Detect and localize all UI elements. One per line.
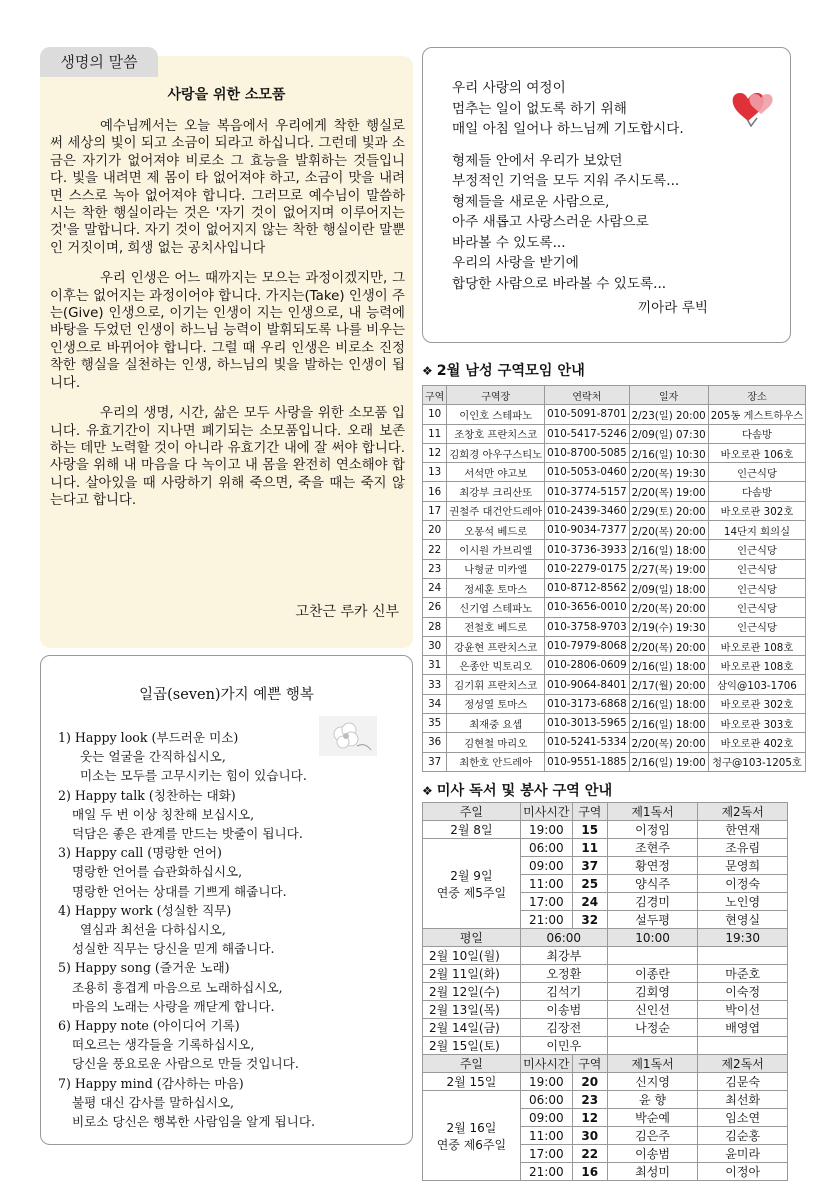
table-row [423, 463, 806, 482]
mass-zone: 37 [572, 857, 607, 875]
seven-item-head: 4) Happy work (성실한 직무) [58, 902, 232, 918]
mass-reader-1: 이정임 [607, 821, 698, 839]
table-row [423, 443, 806, 462]
table-cell: 28 [423, 617, 447, 636]
column-header: 평일 [423, 929, 521, 947]
table-cell: 2/16(일) 10:30 [629, 443, 708, 462]
table-row [423, 965, 788, 983]
diamond-bullet-icon: ❖ [422, 784, 433, 798]
column-header: 제2독서 [698, 1055, 788, 1073]
table-cell: 2/17(월) 20:00 [629, 675, 708, 694]
diamond-bullet-icon: ❖ [422, 364, 433, 378]
table-cell: 다솜방 [708, 424, 806, 443]
table-cell: 강윤현 프란치스코 [447, 636, 545, 655]
column-header: 구역 [572, 803, 607, 821]
table-cell: 은종안 빅토리오 [447, 656, 545, 675]
group-heading: ❖ 2월 남성 구역모임 안내 [422, 363, 585, 379]
table-cell: 2/20(목) 19:00 [629, 482, 708, 501]
seven-item-head: 5) Happy song (즐거운 노래) [58, 960, 230, 976]
seven-item-head: 1) Happy look (부드러운 미소) [58, 730, 239, 745]
weekday-reader: 이민우 [520, 1037, 607, 1055]
table-row [423, 675, 806, 694]
table-cell: 20 [423, 521, 447, 540]
table-cell: 인근식당 [708, 578, 806, 597]
table-cell: 바오로관 108호 [708, 636, 806, 655]
table-row [423, 694, 806, 713]
mass-zone: 11 [572, 839, 607, 857]
table-cell: 이시원 가브리엘 [447, 540, 545, 559]
mass-sunday-header [423, 803, 788, 821]
table-cell: 010-9034-7377 [545, 521, 630, 540]
group-table-body [423, 405, 806, 772]
mass-zone: 16 [572, 1163, 607, 1181]
table-cell: 37 [423, 752, 447, 771]
table-cell: 26 [423, 598, 447, 617]
mass-time: 17:00 [520, 893, 572, 911]
column-header: 장소 [708, 386, 806, 405]
table-cell: 2/20(목) 20:00 [629, 636, 708, 655]
table-row [423, 947, 788, 965]
mass-time: 06:00 [520, 1091, 572, 1109]
table-cell: 삼익@103-1706 [708, 675, 806, 694]
table-cell: 35 [423, 714, 447, 733]
mass-reader-1: 신지영 [607, 1073, 698, 1091]
mass-date-cell: 2월 9일 연중 제5주일 [423, 839, 521, 929]
table-cell: 31 [423, 656, 447, 675]
table-row [423, 821, 788, 839]
column-header: 연락처 [545, 386, 630, 405]
mass-weekday-header [423, 929, 788, 947]
poem-line: 매일 아침 일어나 하느님께 기도합시다. [452, 121, 684, 137]
mass-zone: 15 [572, 821, 607, 839]
mass-date-cell: 2월 16일 연중 제6주일 [423, 1091, 521, 1181]
weekday-reader: 나정순 [607, 1019, 698, 1037]
mass-reader-1: 설두평 [607, 911, 698, 929]
poem-line: 우리 사랑의 여정이 [452, 80, 566, 96]
mass-reader-2: 임소연 [698, 1109, 788, 1127]
table-row [423, 540, 806, 559]
mass-reader-2: 조유림 [698, 839, 788, 857]
column-header: 주일 [423, 1055, 521, 1073]
poem-line: 멈추는 일이 없도록 하기 위해 [452, 100, 627, 117]
mass-zone: 20 [572, 1073, 607, 1091]
table-row [423, 521, 806, 540]
weekday-reader: 마준호 [698, 965, 788, 983]
table-cell: 010-3173-6868 [545, 694, 630, 713]
column-header: 제1독서 [607, 1055, 698, 1073]
mass-sunday-header [423, 1055, 788, 1073]
weekday-date: 2월 12일(수) [423, 983, 521, 1001]
column-header: 제1독서 [607, 803, 698, 821]
mass-time: 11:00 [520, 1127, 572, 1145]
mass-time: 09:00 [520, 1109, 572, 1127]
sermon-paragraph: 예수님께서는 오늘 복음에서 우리에게 착한 행실로써 세상의 빛이 되고 소금이 되라고 하십니다. 그런데 빛과 소금은 자기가 없어져야 비로소 그 효능을 발휘하는 것들입니다. 빛을 내려면 제 몸이 타 없어져야 하고, 소금이 맛을 내려면 스스로 녹아 없어져야 합니다. 그러므로 예수님이 말씀하시는 착한 행실이라는 것은 '자기 것이 없어지며 이루어지는 것'을 말합니다. 자기 것이 없어지지 않는 착한 행실이란 말뿐인 거짓이며, 희생 없는 공치사입니다 [50, 119, 405, 256]
table-cell: 23 [423, 559, 447, 578]
table-cell: 전철호 베드로 [447, 617, 545, 636]
table-cell: 12 [423, 443, 447, 462]
table-cell: 인근식당 [708, 617, 806, 636]
sermon-title: 사랑을 위한 소모품 [167, 87, 286, 103]
poem-line: 바라볼 수 있도록... [452, 234, 566, 251]
weekday-date: 2월 10일(월) [423, 947, 521, 965]
table-row [423, 482, 806, 501]
table-cell: 2/16(일) 18:00 [629, 714, 708, 733]
seven-item-line: 마음의 노래는 사랑을 깨닫게 합니다. [72, 998, 275, 1014]
table-cell: 010-3013-5965 [545, 714, 630, 733]
weekday-reader [698, 1037, 788, 1055]
table-cell: 11 [423, 424, 447, 443]
weekday-reader [607, 947, 698, 965]
table-cell: 010-2806-0609 [545, 656, 630, 675]
weekday-reader [698, 947, 788, 965]
sermon-body [50, 118, 405, 523]
weekday-reader: 이숙정 [698, 983, 788, 1001]
table-cell: 2/20(목) 20:00 [629, 733, 708, 752]
table-cell: 010-7979-8068 [545, 636, 630, 655]
poem-line: 형제들을 새로운 사람으로, [452, 193, 610, 210]
table-cell: 2/09(일) 07:30 [629, 424, 708, 443]
seven-item-line: 당신을 풍요로운 사람으로 만들 것입니다. [72, 1056, 299, 1072]
poem-line: 부정적인 기억을 모두 지워 주시도록... [452, 173, 680, 189]
table-row [423, 1001, 788, 1019]
table-cell: 010-5053-0460 [545, 463, 630, 482]
table-cell: 2/19(수) 19:30 [629, 617, 708, 636]
mass-reader-1: 양식주 [607, 875, 698, 893]
table-cell: 2/16(일) 18:00 [629, 540, 708, 559]
poem-line: 아주 새롭고 사랑스러운 사람으로 [452, 214, 649, 230]
poem-line: 우리의 사랑을 받기에 [452, 255, 579, 271]
weekday-reader [607, 1037, 698, 1055]
seven-item-line: 명랑한 언어를 습관화하십시오, [72, 864, 243, 880]
table-cell: 010-8700-5085 [545, 443, 630, 462]
mass-time: 21:00 [520, 1163, 572, 1181]
mass-zone: 32 [572, 911, 607, 929]
mass-zone: 23 [572, 1091, 607, 1109]
table-cell: 바오로관 303호 [708, 714, 806, 733]
seven-item-line: 웃는 얼굴을 간직하십시오, [80, 749, 226, 765]
mass-reader-2: 김순홍 [698, 1127, 788, 1145]
mass-zone: 24 [572, 893, 607, 911]
mass-reader-2: 문영희 [698, 857, 788, 875]
seven-item-head: 3) Happy call (명랑한 언어) [58, 845, 222, 861]
sermon-paragraph: 우리의 생명, 시간, 삶은 모두 사랑을 위한 소모품 입니다. 유효기간이 지나면 폐기되는 소모품입니다. 오래 보존하는 데만 노력할 것이 아니라 유효기간 내에 잘 써야 합니다. 사랑을 위해 내 마음을 다 녹이고 내 몸을 완전히 연소해야 합니다. 살아있을 때 사랑하기 위해 죽으면, 죽을 때는 죽지 않는다고 합니다. [50, 406, 405, 509]
sermon-signature: 고찬근 루카 신부 [295, 604, 399, 620]
table-cell: 신기엽 스테파노 [447, 598, 545, 617]
seven-item-head: 7) Happy mind (감사하는 마음) [58, 1075, 244, 1091]
table-cell: 010-3736-3933 [545, 540, 630, 559]
mass-reader-1: 김경미 [607, 893, 698, 911]
seven-item-line: 비로소 당신은 행복한 사람임을 알게 됩니다. [72, 1114, 315, 1130]
mass-zone: 22 [572, 1145, 607, 1163]
table-row [423, 501, 806, 520]
table-cell: 이인호 스테파노 [447, 405, 545, 424]
mass-reader-2: 노인영 [698, 893, 788, 911]
table-cell: 2/27(목) 19:00 [629, 559, 708, 578]
table-cell: 조창호 프란치스코 [447, 424, 545, 443]
weekday-date: 2월 13일(목) [423, 1001, 521, 1019]
group-table-header [423, 386, 806, 405]
table-cell: 서석만 야고보 [447, 463, 545, 482]
mass-time: 21:00 [520, 911, 572, 929]
sermon-paragraph: 우리 인생은 어느 때까지는 모으는 과정이겠지만, 그 이후는 없어지는 과정이어야 합니다. 가지는(Take) 인생이 주는(Give) 인생으로, 이기는 인생이 지는 인생으로, 내 능력에 바탕을 두었던 인생이 하느님 능력이 발휘되도록 나를 비우는 인생으로 바뀌어야 합니다. 그럴 때 우리 인생은 비로소 진정 착한 행실을 실천하는 인생, 하느님의 빛을 발하는 인생이 됩니다. [50, 271, 405, 391]
weekday-reader: 이송범 [520, 1001, 607, 1019]
weekday-reader: 오정환 [520, 965, 607, 983]
mass-reader-2: 윤미라 [698, 1145, 788, 1163]
seven-item-line: 열심과 최선을 다하십시오, [80, 922, 226, 938]
table-row [423, 656, 806, 675]
table-cell: 바오로관 302호 [708, 501, 806, 520]
column-header: 19:30 [698, 929, 788, 947]
mass-time: 09:00 [520, 857, 572, 875]
table-cell: 010-2439-3460 [545, 501, 630, 520]
table-cell: 2/29(토) 20:00 [629, 501, 708, 520]
mass-reader-1: 박순예 [607, 1109, 698, 1127]
mass-time: 06:00 [520, 839, 572, 857]
table-row [423, 636, 806, 655]
seven-item-line: 명랑한 언어는 상대를 기쁘게 해줍니다. [72, 883, 287, 899]
poem-text [452, 78, 752, 294]
table-cell: 최강부 크리산또 [447, 482, 545, 501]
table-cell: 010-5091-8701 [545, 405, 630, 424]
table-cell: 010-5241-5334 [545, 733, 630, 752]
table-row [423, 424, 806, 443]
mass-time: 19:00 [520, 1073, 572, 1091]
seven-item-head: 6) Happy note (아이디어 기록) [58, 1018, 240, 1034]
table-cell: 22 [423, 540, 447, 559]
column-header: 미사시간 [520, 803, 572, 821]
weekday-reader: 김석기 [520, 983, 607, 1001]
weekday-reader: 김장전 [520, 1019, 607, 1037]
table-cell: 나형균 미카엘 [447, 559, 545, 578]
mass-date: 2월 15일 [423, 1073, 521, 1091]
table-row [423, 983, 788, 1001]
table-cell: 2/16(일) 19:00 [629, 752, 708, 771]
table-row [423, 1019, 788, 1037]
poem-author: 끼아라 루빅 [638, 300, 708, 316]
table-cell: 다솜방 [708, 482, 806, 501]
table-cell: 2/09(일) 18:00 [629, 578, 708, 597]
mass-date: 2월 8일 [423, 821, 521, 839]
table-cell: 34 [423, 694, 447, 713]
sermon-tab: 생명의 말씀 [40, 47, 158, 77]
seven-item-line: 조용히 흥겹게 마음으로 노래하십시오, [72, 979, 283, 995]
group-table [422, 385, 806, 772]
table-cell: 010-9551-1885 [545, 752, 630, 771]
table-row [423, 752, 806, 771]
column-header: 일자 [629, 386, 708, 405]
table-cell: 17 [423, 501, 447, 520]
mass-time: 11:00 [520, 875, 572, 893]
weekday-reader: 최강부 [520, 947, 607, 965]
weekday-date: 2월 15일(토) [423, 1037, 521, 1055]
table-cell: 권철주 대건안드레아 [447, 501, 545, 520]
seven-item-line: 떠오르는 생각들을 기록하십시오, [72, 1037, 255, 1053]
table-cell: 바오로관 402호 [708, 733, 806, 752]
table-cell: 010-8712-8562 [545, 578, 630, 597]
weekday-reader: 박이선 [698, 1001, 788, 1019]
table-cell: 2/20(목) 20:00 [629, 598, 708, 617]
table-cell: 16 [423, 482, 447, 501]
table-cell: 010-9064-8401 [545, 675, 630, 694]
table-row [423, 405, 806, 424]
poem-line: 형제들 안에서 우리가 보았던 [452, 152, 623, 169]
seven-title: 일곱(seven)가지 예쁜 행복 [139, 687, 314, 703]
seven-item-line: 덕담은 좋은 관계를 만드는 밧줄이 됩니다. [72, 826, 303, 842]
table-cell: 2/16(일) 18:00 [629, 694, 708, 713]
column-header: 06:00 [520, 929, 607, 947]
mass-reader-2: 이정숙 [698, 875, 788, 893]
table-cell: 2/16(일) 18:00 [629, 656, 708, 675]
mass-reader-2: 한연재 [698, 821, 788, 839]
table-cell: 205동 게스트하우스 [708, 405, 806, 424]
table-cell: 김현철 마리오 [447, 733, 545, 752]
mass-reader-1: 이송범 [607, 1145, 698, 1163]
table-cell: 30 [423, 636, 447, 655]
weekday-date: 2월 11일(화) [423, 965, 521, 983]
table-cell: 인근식당 [708, 559, 806, 578]
table-cell: 김기휘 프란치스코 [447, 675, 545, 694]
mass-reader-2: 현영실 [698, 911, 788, 929]
column-header: 10:00 [607, 929, 698, 947]
table-cell: 바오로관 106호 [708, 443, 806, 462]
table-cell: 인근식당 [708, 540, 806, 559]
table-cell: 10 [423, 405, 447, 424]
mass-reader-2: 이정아 [698, 1163, 788, 1181]
column-header: 구역장 [447, 386, 545, 405]
mass-zone: 12 [572, 1109, 607, 1127]
mass-reader-2: 최선화 [698, 1091, 788, 1109]
table-cell: 오몽석 베드로 [447, 521, 545, 540]
mass-time: 17:00 [520, 1145, 572, 1163]
table-cell: 010-5417-5246 [545, 424, 630, 443]
mass-zone: 25 [572, 875, 607, 893]
table-cell: 정세훈 토마스 [447, 578, 545, 597]
table-row [423, 559, 806, 578]
table-cell: 청구@103-1205호 [708, 752, 806, 771]
table-row [423, 617, 806, 636]
table-cell: 최재중 요셉 [447, 714, 545, 733]
seven-item-line: 매일 두 번 이상 칭찬해 보십시오, [72, 806, 255, 822]
table-cell: 010-3656-0010 [545, 598, 630, 617]
table-row [423, 839, 788, 857]
table-cell: 인근식당 [708, 463, 806, 482]
seven-item-head: 2) Happy talk (칭찬하는 대화) [58, 787, 236, 803]
table-cell: 24 [423, 578, 447, 597]
mass-zone: 30 [572, 1127, 607, 1145]
column-header: 제2독서 [698, 803, 788, 821]
table-cell: 010-3758-9703 [545, 617, 630, 636]
mass-reader-1: 윤 향 [607, 1091, 698, 1109]
table-row [423, 1073, 788, 1091]
weekday-reader: 배영엽 [698, 1019, 788, 1037]
mass-heading: ❖ 미사 독서 및 봉사 구역 안내 [422, 783, 613, 799]
table-row [423, 578, 806, 597]
weekday-body [423, 947, 788, 1055]
mass-reader-1: 황연정 [607, 857, 698, 875]
column-header: 구역 [423, 386, 447, 405]
column-header: 미사시간 [520, 1055, 572, 1073]
table-cell: 바오로관 302호 [708, 694, 806, 713]
mass-table [422, 802, 788, 1181]
table-row [423, 714, 806, 733]
table-cell: 최한호 안드레아 [447, 752, 545, 771]
table-row [423, 733, 806, 752]
weekday-reader: 김회영 [607, 983, 698, 1001]
table-cell: 010-2279-0175 [545, 559, 630, 578]
table-cell: 2/20(목) 19:30 [629, 463, 708, 482]
table-cell: 14단지 회의실 [708, 521, 806, 540]
weekday-reader: 신인선 [607, 1001, 698, 1019]
seven-item-line: 불평 대신 감사를 말하십시오, [72, 1094, 234, 1110]
table-row [423, 1037, 788, 1055]
poem-line: 합당한 사람으로 바라볼 수 있도록... [452, 275, 667, 292]
seven-item-line: 미소는 모두를 고무시키는 힘이 있습니다. [80, 768, 307, 784]
column-header: 주일 [423, 803, 521, 821]
mass-time: 19:00 [520, 821, 572, 839]
table-cell: 33 [423, 675, 447, 694]
table-cell: 010-3774-5157 [545, 482, 630, 501]
table-row [423, 1091, 788, 1109]
table-row [423, 598, 806, 617]
weekday-reader: 이종란 [607, 965, 698, 983]
table-cell: 2/23(일) 20:00 [629, 405, 708, 424]
mass-reader-1: 조현주 [607, 839, 698, 857]
table-cell: 김희경 아우구스티노 [447, 443, 545, 462]
mass-reader-2: 김문숙 [698, 1073, 788, 1091]
table-cell: 바오로관 108호 [708, 656, 806, 675]
weekday-date: 2월 14일(금) [423, 1019, 521, 1037]
seven-item-line: 성실한 직무는 당신을 믿게 해줍니다. [72, 941, 275, 957]
table-cell: 정성열 토마스 [447, 694, 545, 713]
mass-reader-1: 김은주 [607, 1127, 698, 1145]
table-cell: 36 [423, 733, 447, 752]
table-cell: 인근식당 [708, 598, 806, 617]
mass-reader-1: 최성미 [607, 1163, 698, 1181]
seven-list [58, 728, 398, 1131]
column-header: 구역 [572, 1055, 607, 1073]
table-cell: 2/20(목) 20:00 [629, 521, 708, 540]
table-cell: 13 [423, 463, 447, 482]
